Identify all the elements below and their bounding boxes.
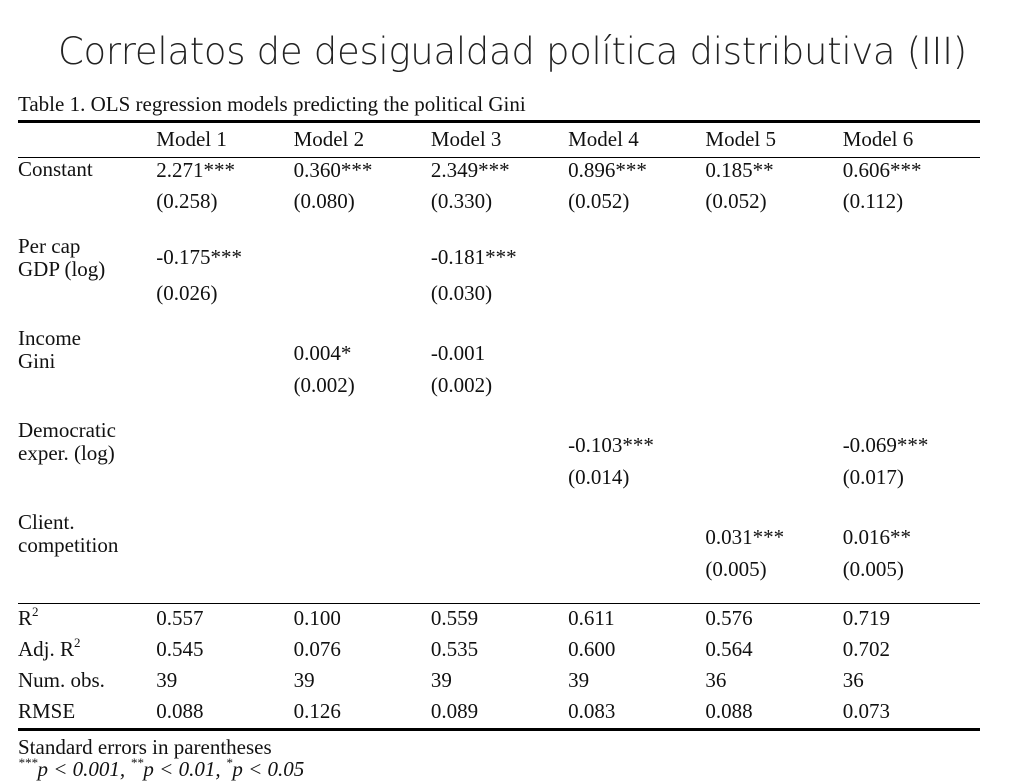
table-row <box>18 235 980 281</box>
table-row <box>18 158 980 189</box>
cell-coef: 0.360*** <box>293 158 373 182</box>
cell-se: (0.017) <box>842 465 904 489</box>
cell-coef: -0.175*** <box>156 245 243 269</box>
cell-coef <box>431 419 568 465</box>
cell-stat: 0.611 <box>568 606 615 630</box>
header-model-5: Model 5 <box>705 127 776 151</box>
cell-se: (0.030) <box>430 281 493 305</box>
cell-se <box>156 373 293 419</box>
header-model-4: Model 4 <box>568 127 639 151</box>
cell-coef <box>843 327 980 373</box>
table-row <box>18 697 980 728</box>
cell-stat: 0.076 <box>293 637 341 661</box>
cell-stat: 0.576 <box>705 606 753 630</box>
cell-coef <box>156 419 293 465</box>
cell-se <box>156 557 293 603</box>
header-row <box>18 123 980 157</box>
cell-stat: 0.088 <box>705 699 753 723</box>
cell-stat: 36 <box>705 668 727 692</box>
cell-stat: 0.089 <box>430 699 479 723</box>
cell-coef: 0.004* <box>293 341 352 365</box>
cell-coef <box>705 235 842 281</box>
cell-stat: 0.535 <box>430 637 479 661</box>
cell-se <box>568 281 705 327</box>
coefficients-table <box>18 158 980 603</box>
cell-se <box>294 465 431 511</box>
table-row <box>18 465 980 511</box>
table-row <box>18 281 980 327</box>
cell-se <box>843 281 980 327</box>
cell-coef <box>568 235 705 281</box>
notes-standard-errors: Standard errors in parentheses <box>18 735 272 759</box>
stat-label-adj-r2: Adj. $R^2$ <box>18 635 81 661</box>
cell-se <box>294 557 431 603</box>
stats-table <box>18 604 980 728</box>
cell-stat: 0.564 <box>705 637 753 661</box>
cell-se: (0.014) <box>568 465 630 489</box>
cell-se: (0.002) <box>293 373 355 397</box>
cell-se <box>568 373 705 419</box>
header-blank <box>18 123 156 157</box>
table-row <box>18 419 980 465</box>
regression-table <box>18 92 980 780</box>
cell-coef <box>705 327 842 373</box>
cell-se <box>431 465 568 511</box>
cell-stat: 0.083 <box>568 699 616 723</box>
cell-stat: 39 <box>430 668 452 692</box>
cell-coef: -0.069*** <box>842 433 929 457</box>
table-row <box>18 511 980 557</box>
cell-se: (0.005) <box>705 557 767 581</box>
cell-coef: 0.896*** <box>568 158 647 182</box>
header-model-1: Model 1 <box>156 127 227 151</box>
cell-se <box>568 557 705 603</box>
cell-stat: 39 <box>568 668 590 692</box>
cell-se <box>705 281 842 327</box>
stat-label-rmse: RMSE <box>18 699 76 723</box>
cell-coef: 0.031*** <box>705 525 785 549</box>
row-label-gdp: Per cap GDP (log) <box>18 234 106 281</box>
cell-coef <box>294 235 431 281</box>
cell-se: (0.080) <box>293 189 355 213</box>
bottom-rule <box>18 728 980 731</box>
cell-stat: 0.600 <box>568 637 616 661</box>
slide-title: Correlatos de desigualdad política distributiva (III) <box>58 30 967 73</box>
cell-stat: 0.559 <box>430 606 479 630</box>
table-caption: Table 1. OLS regression models predicting the political Gini <box>18 92 526 116</box>
table-row <box>18 373 980 419</box>
cell-se <box>431 557 568 603</box>
cell-coef <box>568 511 705 557</box>
cell-se <box>843 373 980 419</box>
cell-coef <box>431 511 568 557</box>
header-model-2: Model 2 <box>293 127 365 151</box>
table-row <box>18 327 980 373</box>
cell-stat: 0.702 <box>842 637 890 661</box>
cell-coef: 2.271*** <box>156 158 236 182</box>
cell-coef <box>156 327 293 373</box>
cell-coef <box>568 327 705 373</box>
table-row <box>18 635 980 666</box>
cell-se <box>705 465 842 511</box>
row-label-democratic: Democratic exper. (log) <box>18 418 116 465</box>
table-row <box>18 666 980 697</box>
stat-label-r2: $R^2$ <box>18 604 39 630</box>
header-model-3: Model 3 <box>430 127 502 151</box>
row-label-constant: Constant <box>18 157 93 181</box>
cell-coef: 0.016** <box>842 525 911 549</box>
table-row <box>18 604 980 635</box>
table-row <box>18 557 980 603</box>
cell-coef: 0.185** <box>705 158 774 182</box>
cell-stat: 39 <box>293 668 315 692</box>
cell-stat: 0.557 <box>156 606 204 630</box>
cell-stat: 0.073 <box>842 699 890 723</box>
notes-significance: ***p < 0.001, **p < 0.01, *p < 0.05 <box>18 755 305 781</box>
cell-stat: 0.088 <box>156 699 204 723</box>
header-model-6: Model 6 <box>842 127 914 151</box>
cell-coef: -0.001 <box>430 341 486 365</box>
table-notes <box>18 736 980 780</box>
cell-coef <box>294 419 431 465</box>
cell-stat: 0.719 <box>842 606 890 630</box>
cell-se: (0.258) <box>156 189 218 213</box>
cell-stat: 36 <box>842 668 864 692</box>
cell-coef: -0.181*** <box>430 245 517 269</box>
row-label-client-competition: Client. competition <box>18 510 119 557</box>
cell-se: (0.005) <box>842 557 904 581</box>
cell-stat: 0.100 <box>293 606 341 630</box>
cell-coef: -0.103*** <box>568 433 654 457</box>
cell-se: (0.112) <box>842 189 904 213</box>
row-label-income-gini: Income Gini <box>18 326 81 373</box>
cell-se: (0.026) <box>156 281 218 305</box>
cell-coef <box>843 235 980 281</box>
results-table <box>18 123 980 157</box>
cell-se: (0.002) <box>430 373 493 397</box>
cell-stat: 0.545 <box>156 637 204 661</box>
cell-se: (0.330) <box>430 189 493 213</box>
cell-se <box>156 465 293 511</box>
table-row <box>18 189 980 235</box>
cell-se <box>294 281 431 327</box>
stat-label-num-obs: Num. obs. <box>18 668 105 692</box>
cell-se <box>705 373 842 419</box>
cell-se: (0.052) <box>705 189 767 213</box>
cell-coef <box>156 511 293 557</box>
cell-stat: 39 <box>156 668 178 692</box>
cell-coef: 2.349*** <box>430 158 510 182</box>
cell-coef <box>294 511 431 557</box>
cell-se: (0.052) <box>568 189 630 213</box>
cell-stat: 0.126 <box>293 699 341 723</box>
cell-coef <box>705 419 842 465</box>
cell-coef: 0.606*** <box>842 158 922 182</box>
